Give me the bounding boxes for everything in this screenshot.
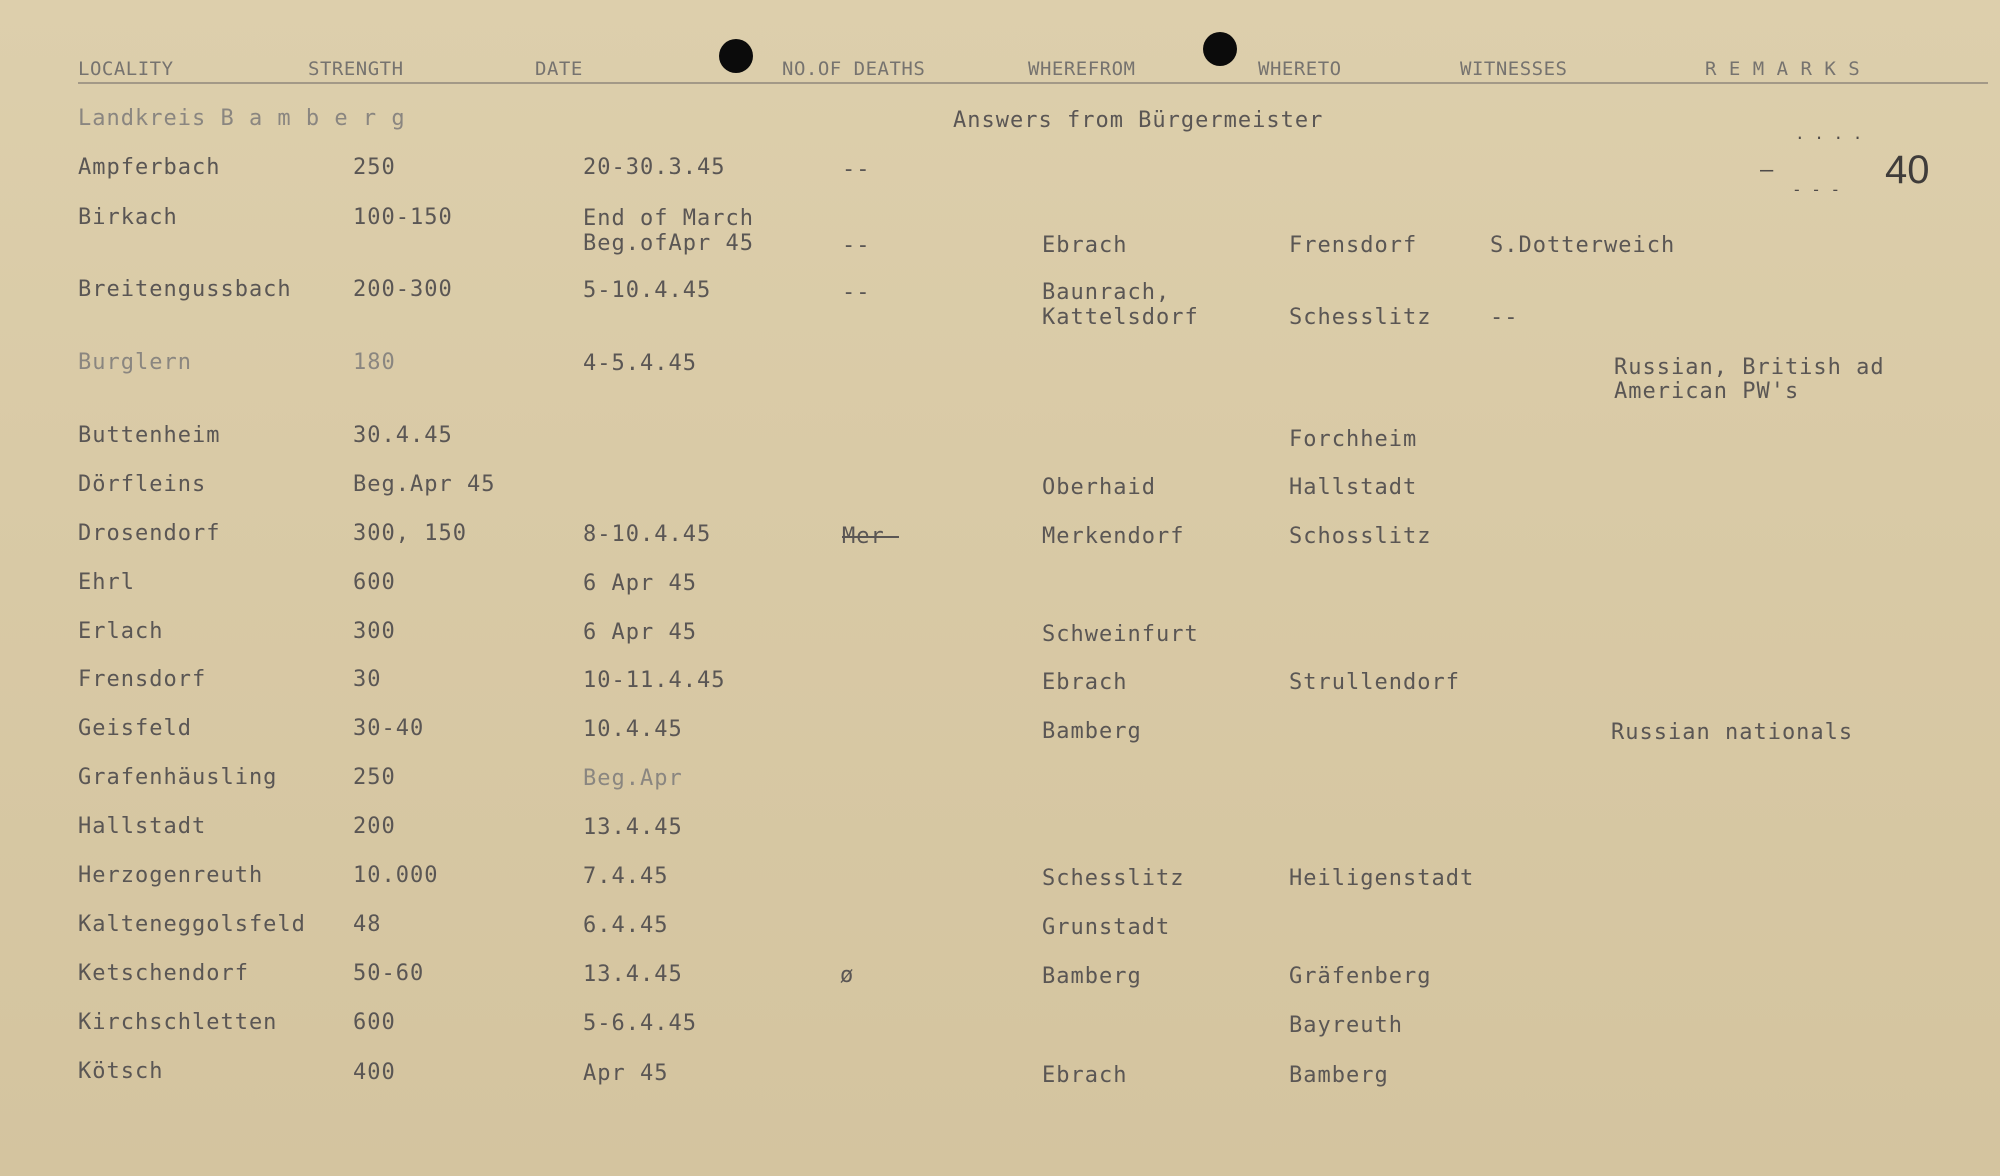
cell-deaths: Mer-: [842, 524, 899, 549]
cell-wherefrom: Schweinfurt: [1042, 622, 1199, 647]
cell-witnesses: S.Dotterweich: [1490, 233, 1676, 258]
cell-locality: Dörfleins: [78, 472, 207, 497]
page-number: 40: [1885, 148, 1930, 192]
cell-strength: 50-60: [353, 961, 425, 986]
page-mark-dash: –: [1760, 158, 1774, 183]
cell-strength: 200: [353, 814, 396, 839]
cell-locality: Birkach: [78, 205, 178, 230]
cell-remarks: Russian, British ad: [1614, 355, 1885, 380]
cell-strength: 30.4.45: [353, 423, 453, 448]
cell-locality: Erlach: [78, 619, 164, 644]
cell-date: 6 Apr 45: [583, 571, 697, 596]
header-witnesses: WITNESSES: [1460, 58, 1568, 80]
cell-locality: Breitengussbach: [78, 277, 292, 302]
cell-date: 10-11.4.45: [583, 668, 726, 693]
cell-deaths: --: [842, 280, 871, 305]
header-strength: STRENGTH: [308, 58, 404, 80]
cell-strength: 600: [353, 1010, 396, 1035]
cell-remarks: Russian nationals: [1611, 720, 1854, 745]
cell-whereto: Bamberg: [1289, 1063, 1389, 1088]
cell-wherefrom: Merkendorf: [1042, 524, 1185, 549]
cell-locality: Buttenheim: [78, 423, 221, 448]
section-title: Landkreis B a m b e r g: [78, 106, 406, 131]
cell-wherefrom: Oberhaid: [1042, 475, 1156, 500]
cell-deaths: ø: [840, 963, 855, 988]
section-note: Answers from Bürgermeister: [953, 108, 1324, 133]
page-mark-dashes: - - -: [1792, 180, 1841, 199]
cell-strength: 200-300: [353, 277, 453, 302]
cell-strength: 10.000: [353, 863, 439, 888]
cell-remarks-line2: American PW's: [1614, 379, 1800, 404]
cell-strength: Beg.Apr 45: [353, 472, 496, 497]
cell-whereto: Gräfenberg: [1289, 964, 1432, 989]
cell-strength: 300, 150: [353, 521, 467, 546]
header-rule: [78, 82, 1988, 84]
cell-strength: 100-150: [353, 205, 453, 230]
cell-wherefrom: Grunstadt: [1042, 915, 1171, 940]
cell-locality: Kirchschletten: [78, 1010, 278, 1035]
cell-strength: 48: [353, 912, 382, 937]
punch-hole-right: [1203, 32, 1237, 66]
cell-wherefrom-line2: Kattelsdorf: [1042, 305, 1199, 330]
cell-whereto: Heiligenstadt: [1289, 866, 1475, 891]
header-remarks: R E M A R K S: [1705, 58, 1861, 80]
cell-date: 8-10.4.45: [583, 522, 712, 547]
cell-locality: Ehrl: [78, 570, 135, 595]
cell-whereto: Forchheim: [1289, 427, 1418, 452]
cell-date: Beg.Apr: [583, 766, 683, 791]
cell-whereto: Schosslitz: [1289, 524, 1432, 549]
cell-strength: 400: [353, 1060, 396, 1085]
cell-locality: Burglern: [78, 350, 192, 375]
cell-wherefrom: Bamberg: [1042, 964, 1142, 989]
cell-locality: Kötsch: [78, 1059, 164, 1084]
cell-strength: 250: [353, 765, 396, 790]
cell-deaths: --: [842, 233, 871, 258]
cell-witnesses: --: [1490, 305, 1519, 330]
cell-date: 4-5.4.45: [583, 351, 697, 376]
cell-locality: Ketschendorf: [78, 961, 249, 986]
cell-wherefrom: Ebrach: [1042, 1063, 1128, 1088]
cell-locality: Frensdorf: [78, 667, 207, 692]
cell-locality: Grafenhäusling: [78, 765, 278, 790]
cell-wherefrom: Ebrach: [1042, 670, 1128, 695]
cell-deaths: --: [842, 157, 871, 182]
cell-whereto: Frensdorf: [1289, 233, 1418, 258]
cell-date: 6.4.45: [583, 913, 669, 938]
cell-whereto: Bayreuth: [1289, 1013, 1403, 1038]
punch-hole-left: [719, 39, 753, 73]
cell-date: 10.4.45: [583, 717, 683, 742]
cell-strength: 30-40: [353, 716, 425, 741]
cell-wherefrom: Ebrach: [1042, 233, 1128, 258]
cell-date: 13.4.45: [583, 962, 683, 987]
cell-date: Apr 45: [583, 1061, 669, 1086]
cell-locality: Hallstadt: [78, 814, 207, 839]
cell-wherefrom: Schesslitz: [1042, 866, 1185, 891]
page-mark-dots: . . . .: [1795, 124, 1863, 143]
header-locality: LOCALITY: [78, 58, 174, 80]
cell-whereto: Schesslitz: [1289, 305, 1432, 330]
cell-date: 5-6.4.45: [583, 1011, 697, 1036]
cell-date: 5-10.4.45: [583, 278, 712, 303]
cell-strength: 180: [353, 350, 396, 375]
cell-whereto: Strullendorf: [1289, 670, 1460, 695]
cell-locality: Geisfeld: [78, 716, 192, 741]
header-wherefrom: WHEREFROM: [1028, 58, 1136, 80]
cell-date: 6 Apr 45: [583, 620, 697, 645]
cell-locality: Ampferbach: [78, 155, 221, 180]
cell-whereto: Hallstadt: [1289, 475, 1418, 500]
cell-strength: 250: [353, 155, 396, 180]
cell-date: End of March: [583, 206, 754, 231]
cell-strength: 600: [353, 570, 396, 595]
cell-date: 20-30.3.45: [583, 155, 726, 180]
cell-wherefrom: Baunrach,: [1042, 280, 1171, 305]
cell-wherefrom: Bamberg: [1042, 719, 1142, 744]
cell-locality: Kalteneggolsfeld: [78, 912, 306, 937]
cell-date-line2: Beg.ofApr 45: [583, 231, 754, 256]
cell-strength: 300: [353, 619, 396, 644]
header-date: DATE: [535, 58, 583, 80]
cell-date: 7.4.45: [583, 864, 669, 889]
cell-locality: Herzogenreuth: [78, 863, 264, 888]
header-whereto: WHERETO: [1258, 58, 1342, 80]
cell-strength: 30: [353, 667, 382, 692]
cell-locality: Drosendorf: [78, 521, 221, 546]
cell-date: 13.4.45: [583, 815, 683, 840]
header-deaths: NO.OF DEATHS: [782, 58, 926, 80]
